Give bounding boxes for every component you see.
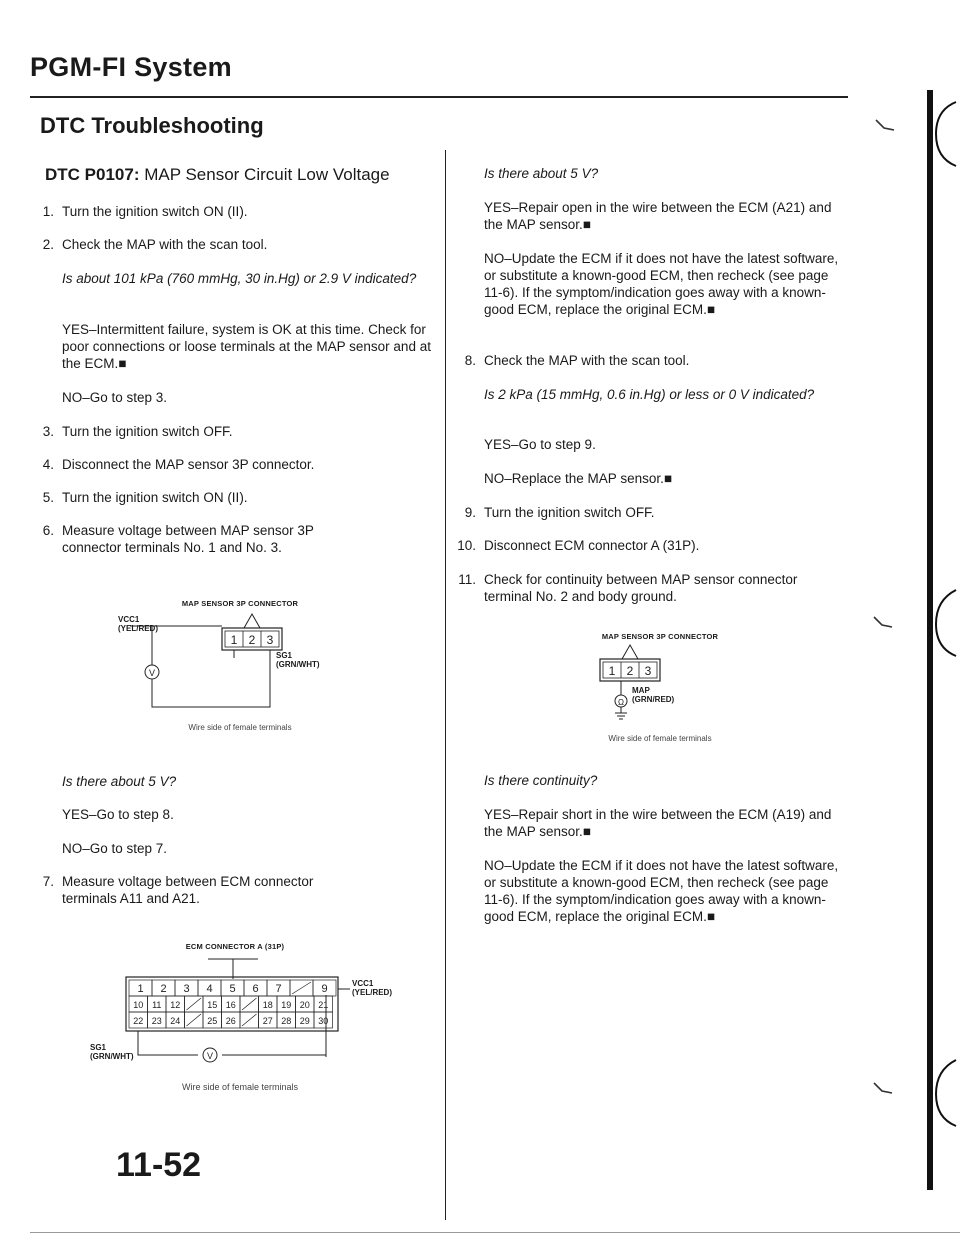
connector-key-icon: [244, 614, 260, 628]
ecm-pin-label: 30: [318, 1016, 329, 1026]
ecm-pin-label: 22: [133, 1016, 144, 1026]
question-6: Is there about 5 V?: [62, 774, 177, 789]
ecm-pin-label: 1: [137, 983, 144, 995]
column-divider: [445, 150, 446, 1220]
ecm-pin-label: 6: [252, 983, 259, 995]
fig1-sg1-label: SG1 (GRN/WHT): [276, 651, 320, 669]
dtc-description: MAP Sensor Circuit Low Voltage: [139, 165, 390, 184]
ecm-pin-label: 24: [170, 1016, 181, 1026]
page-number: 11-52: [116, 1146, 202, 1184]
no-11: NO–Update the ECM if it does not have the latest software, or substitute a known-good ECM, then recheck (see page 11-6). If the symptom/indication goes away with a known-good ECM, replace the original ECM.■: [484, 858, 839, 924]
pin-1: 1: [608, 664, 616, 678]
ecm-pin-label: 15: [207, 1000, 218, 1010]
yes-8: YES–Go to step 9.: [484, 437, 596, 452]
ecm-pin-label: 4: [206, 983, 213, 995]
pin-1: 1: [230, 633, 238, 647]
section-title: DTC Troubleshooting: [40, 113, 264, 138]
fig1-vcc1-label: VCC1 (YEL/RED): [118, 615, 158, 633]
yes-7: YES–Repair open in the wire between the ECM (A21) and the MAP sensor.■: [484, 200, 832, 232]
ecm-pin-label: 27: [262, 1016, 273, 1026]
ecm-pin-label: 23: [151, 1016, 162, 1026]
ecm-pin-label: 21: [318, 1000, 329, 1010]
fig2-vcc1-label: VCC1 (YEL/RED): [352, 979, 392, 997]
ecm-pin-label: 19: [281, 1000, 292, 1010]
connector-key-icon: [622, 645, 638, 659]
question-8: Is 2 kPa (15 mmHg, 0.6 in.Hg) or less or 0 V indicated?: [484, 387, 815, 402]
ecm-pin-label: 7: [275, 983, 282, 995]
binding-margin-marks: [870, 90, 960, 1210]
no-8: NO–Replace the MAP sensor.■: [484, 471, 672, 486]
no-2: NO–Go to step 3.: [62, 390, 168, 405]
fig2-wire-note: Wire side of female terminals: [181, 1082, 299, 1092]
ecm-pin-unused: [242, 1014, 257, 1026]
svg-text:Ω: Ω: [618, 698, 624, 707]
ecm-pin-label: 26: [225, 1016, 236, 1026]
fig2-sg1-label: SG1 (GRN/WHT): [90, 1043, 134, 1061]
map-sensor-ground-diagram: [590, 643, 680, 723]
pin-2: 2: [248, 633, 256, 647]
ecm-pin-grid: [129, 980, 336, 1028]
svg-text:V: V: [206, 1051, 214, 1061]
fig3-caption: MAP SENSOR 3P CONNECTOR: [601, 632, 719, 641]
ecm-pin-label: 10: [133, 1000, 144, 1010]
fig3-wire-note: Wire side of female terminals: [608, 734, 712, 743]
fig3-map-label: MAP (GRN/RED): [632, 686, 675, 704]
ecm-pin-label: 16: [225, 1000, 236, 1010]
footer-rule: [30, 1232, 960, 1233]
dtc-code: DTC P0107:: [45, 165, 140, 184]
ecm-pin-label: 3: [183, 983, 190, 995]
pin-3: 3: [266, 633, 274, 647]
ecm-pin-label: 29: [299, 1016, 310, 1026]
ecm-pin-label: 5: [229, 983, 236, 995]
ecm-pin-unused: [292, 982, 311, 994]
ecm-pin-label: 25: [207, 1016, 218, 1026]
pin-3: 3: [644, 664, 652, 678]
no-6: NO–Go to step 7.: [62, 841, 168, 856]
yes-11: YES–Repair short in the wire between the ECM (A19) and the MAP sensor.■: [484, 807, 832, 839]
ecm-pin-unused: [242, 998, 257, 1010]
pin-2: 2: [626, 664, 634, 678]
ecm-pin-label: 18: [262, 1000, 273, 1010]
fig2-caption: ECM CONNECTOR A (31P): [185, 942, 285, 951]
svg-text:V: V: [148, 668, 156, 678]
header-rule: [30, 96, 848, 98]
fig1-wire-note: Wire side of female terminals: [188, 723, 292, 732]
yes-6: YES–Go to step 8.: [62, 807, 174, 822]
ecm-pin-label: 20: [299, 1000, 310, 1010]
dtc-heading: [45, 165, 390, 185]
fig1-caption: MAP SENSOR 3P CONNECTOR: [181, 599, 299, 608]
question-2: Is about 101 kPa (760 mmHg, 30 in.Hg) or 2.9 V indicated?: [62, 271, 417, 286]
ecm-pin-label: 12: [170, 1000, 181, 1010]
ecm-pin-unused: [187, 998, 202, 1010]
question-11: Is there continuity?: [484, 773, 598, 788]
ecm-pin-label: 28: [281, 1016, 292, 1026]
ecm-pin-label: 9: [321, 983, 328, 995]
ecm-pin-label: 11: [152, 1000, 162, 1010]
question-7: Is there about 5 V?: [484, 166, 599, 181]
yes-2: YES–Intermittent failure, system is OK at this time. Check for poor connections or loose terminals at the MAP sensor and at the ECM.■: [62, 322, 431, 371]
ecm-pin-unused: [187, 1014, 202, 1026]
no-7: NO–Update the ECM if it does not have the latest software, or substitute a known-good ECM, then recheck (see page 11-6). If the symptom/indication goes away with a known-good ECM, replace the original ECM.■: [484, 251, 839, 317]
ecm-pin-label: 2: [160, 983, 167, 995]
page-title: PGM-FI System: [30, 52, 232, 82]
